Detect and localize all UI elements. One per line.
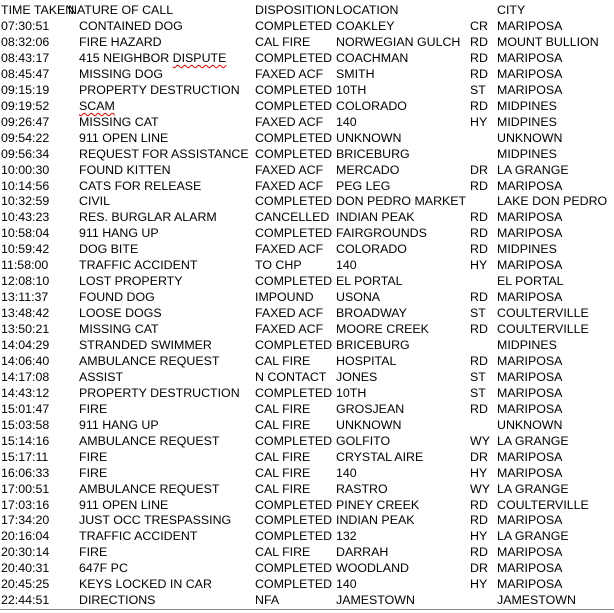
cell-nature: MISSING CAT (79, 322, 159, 337)
table-row (0, 337, 614, 353)
cell-time: 09:26:47 (1, 114, 50, 129)
cell-nature: FIRE (79, 401, 108, 416)
cell-nature: LOST PROPERTY (79, 274, 183, 289)
cell-disposition: COMPLETED (255, 274, 333, 289)
cell-city: MARIPOSA (497, 290, 563, 305)
cell-time: 09:15:19 (1, 82, 50, 97)
cell-suffix: DR (470, 561, 488, 576)
cell-disposition: CAL FIRE (255, 481, 311, 496)
header-location: LOCATION (336, 3, 399, 17)
cell-nature: REQUEST FOR ASSISTANCE (79, 146, 249, 161)
cell-location: 140 (336, 258, 357, 273)
cell-disposition: FAXED ACF (255, 242, 324, 257)
cell-suffix: HY (470, 577, 488, 592)
table-row (0, 273, 614, 289)
cell-city: MARIPOSA (497, 577, 563, 592)
cell-time: 07:30:51 (1, 19, 50, 33)
cell-city: MIDPINES (497, 338, 557, 352)
cell-time: 10:43:23 (1, 210, 50, 225)
cell-nature: CIVIL (79, 194, 110, 209)
cell-nature: AMBULANCE REQUEST (79, 433, 220, 448)
cell-location: DARRAH (336, 545, 389, 560)
cell-time: 17:03:16 (1, 497, 50, 512)
cell-time: 09:54:22 (1, 130, 50, 145)
cell-location: 140 (336, 114, 357, 129)
cell-nature: TRAFFIC ACCIDENT (79, 529, 198, 544)
cell-location: 140 (336, 577, 357, 592)
cell-suffix: RD (470, 178, 488, 193)
cell-time: 08:43:17 (1, 50, 50, 65)
cell-disposition: NFA (255, 593, 280, 608)
cell-suffix: WY (470, 481, 490, 496)
cell-suffix: RD (470, 66, 488, 81)
cell-time: 12:08:10 (1, 274, 50, 289)
cell-city: LA GRANGE (497, 529, 569, 544)
cell-city: MARIPOSA (497, 66, 563, 81)
cell-location: FAIRGROUNDS (336, 226, 427, 241)
cell-time: 09:19:52 (1, 98, 50, 113)
cell-location: BROADWAY (336, 306, 407, 321)
table-row (0, 18, 614, 34)
cell-disposition: CAL FIRE (255, 401, 311, 416)
cell-nature: STRANDED SWIMMER (79, 338, 212, 352)
cell-city: LAKE DON PEDRO (497, 194, 608, 209)
cell-location: DON PEDRO MARKET (336, 194, 467, 209)
cell-time: 10:58:04 (1, 226, 50, 241)
cell-location: UNKNOWN (336, 417, 402, 432)
cell-suffix: RD (470, 545, 488, 560)
table-row (0, 114, 614, 130)
cell-city: MIDPINES (497, 146, 557, 161)
cell-city: MARIPOSA (497, 513, 563, 528)
cell-nature: MISSING CAT (79, 114, 159, 129)
cell-city: COULTERVILLE (497, 306, 589, 321)
table-row (0, 178, 614, 194)
cell-city: LA GRANGE (497, 433, 569, 448)
cell-time: 17:00:51 (1, 481, 50, 496)
cell-suffix: RD (470, 242, 488, 257)
cell-city: COULTERVILLE (497, 497, 589, 512)
cell-time: 13:11:37 (1, 290, 49, 305)
cell-disposition: IMPOUND (255, 290, 314, 305)
cell-disposition: TO CHP (255, 258, 302, 273)
cell-location: COLORADO (336, 98, 407, 113)
cell-disposition: COMPLETED (255, 577, 333, 592)
cell-nature: DOG BITE (79, 242, 139, 257)
cell-city: MARIPOSA (497, 258, 563, 273)
table-row (0, 209, 614, 225)
cell-city: MARIPOSA (497, 19, 563, 33)
cell-suffix: DR (470, 449, 488, 464)
cell-location: BRICEBURG (336, 338, 410, 352)
cell-nature: SCAM (79, 98, 115, 113)
table-row (0, 289, 614, 305)
table-row (0, 146, 614, 162)
cell-nature: KEYS LOCKED IN CAR (79, 577, 212, 592)
header-city: CITY (497, 3, 526, 17)
table-row (0, 369, 614, 385)
cell-nature: FOUND KITTEN (79, 162, 171, 177)
cell-city: EL PORTAL (497, 274, 564, 289)
table-row (0, 66, 614, 82)
cell-disposition: FAXED ACF (255, 322, 324, 337)
cell-disposition: CANCELLED (255, 210, 330, 225)
cell-suffix: RD (470, 226, 488, 241)
cell-city: LA GRANGE (497, 481, 569, 496)
cell-disposition: CAL FIRE (255, 465, 311, 480)
cell-time: 10:32:59 (1, 194, 50, 209)
cell-nature: LOOSE DOGS (79, 306, 162, 321)
header-disposition: DISPOSITION (255, 3, 335, 17)
cell-time: 10:00:30 (1, 162, 50, 177)
cell-time: 16:06:33 (1, 465, 50, 480)
cell-location: SMITH (336, 66, 375, 81)
cell-time: 10:14:56 (1, 178, 50, 193)
table-row (0, 560, 614, 576)
cell-location: EL PORTAL (336, 274, 403, 289)
cell-disposition: FAXED ACF (255, 114, 324, 129)
cell-time: 15:01:47 (1, 401, 50, 416)
cell-nature: FIRE (79, 545, 108, 560)
cell-disposition: FAXED ACF (255, 162, 324, 177)
table-row (0, 162, 614, 178)
cell-location: USONA (336, 290, 381, 305)
table-row (0, 321, 614, 337)
cell-disposition: COMPLETED (255, 146, 333, 161)
cell-location: PINEY CREEK (336, 497, 420, 512)
cell-location: INDIAN PEAK (336, 210, 415, 225)
cell-disposition: COMPLETED (255, 513, 333, 528)
cell-suffix: RD (470, 353, 488, 368)
cell-location: 132 (336, 529, 357, 544)
cell-time: 13:50:21 (1, 322, 50, 337)
cell-location: COACHMAN (336, 50, 409, 65)
cell-nature: FOUND DOG (79, 290, 155, 305)
cell-nature: FIRE (79, 465, 108, 480)
cell-disposition: COMPLETED (255, 433, 333, 448)
table-row (0, 353, 614, 369)
table-row (0, 193, 614, 209)
cell-suffix: WY (470, 433, 490, 448)
cell-nature: AMBULANCE REQUEST (79, 353, 220, 368)
table-row (0, 433, 614, 449)
cell-nature: 911 HANG UP (79, 417, 159, 432)
cell-location: PEG LEG (336, 178, 391, 193)
table-row (0, 82, 614, 98)
cell-city: MARIPOSA (497, 449, 563, 464)
cell-suffix: HY (470, 114, 488, 129)
table-row (0, 98, 614, 114)
spellcheck-underlined-word: DISPUTE (172, 50, 227, 65)
cell-time: 13:48:42 (1, 306, 50, 321)
cell-nature: AMBULANCE REQUEST (79, 481, 220, 496)
cell-nature: ASSIST (79, 369, 124, 384)
cell-location: MOORE CREEK (336, 322, 429, 337)
cell-time: 20:16:04 (1, 529, 50, 544)
cell-city: UNKNOWN (497, 417, 563, 432)
cell-time: 14:43:12 (1, 385, 50, 400)
cell-time: 20:40:31 (1, 561, 50, 576)
cell-disposition: CAL FIRE (255, 545, 311, 560)
cell-nature: CATS FOR RELEASE (79, 178, 202, 193)
cell-disposition: FAXED ACF (255, 66, 324, 81)
cell-disposition: FAXED ACF (255, 306, 324, 321)
cell-nature: RES. BURGLAR ALARM (79, 210, 217, 225)
cell-nature: 911 OPEN LINE (79, 497, 169, 512)
cell-city: UNKNOWN (497, 130, 563, 145)
table-row (0, 225, 614, 241)
cell-suffix: RD (470, 401, 488, 416)
cell-disposition: COMPLETED (255, 82, 333, 97)
table-row (0, 481, 614, 497)
cell-city: COULTERVILLE (497, 322, 589, 337)
table-row (0, 34, 614, 50)
cell-disposition: CAL FIRE (255, 449, 311, 464)
cell-location: HOSPITAL (336, 353, 397, 368)
cell-nature: 911 HANG UP (79, 226, 159, 241)
cell-disposition: CAL FIRE (255, 417, 311, 432)
cell-nature: 911 OPEN LINE (79, 130, 169, 145)
cell-time: 22:44:51 (1, 593, 50, 608)
cell-time: 15:14:16 (1, 433, 50, 448)
cell-disposition: FAXED ACF (255, 178, 324, 193)
cell-disposition: N CONTACT (255, 369, 327, 384)
cell-city: MARIPOSA (497, 226, 563, 241)
cell-nature: FIRE (79, 449, 108, 464)
cell-disposition: CAL FIRE (255, 353, 311, 368)
cell-location: JONES (336, 369, 378, 384)
cell-location: INDIAN PEAK (336, 513, 415, 528)
table-row (0, 385, 614, 401)
cell-location: NORWEGIAN GULCH (336, 34, 461, 49)
cell-location: 10TH (336, 82, 367, 97)
cell-time: 11:58:00 (1, 258, 49, 273)
cell-city: MARIPOSA (497, 465, 563, 480)
cell-time: 15:03:58 (1, 417, 50, 432)
cell-city: MARIPOSA (497, 178, 563, 193)
cell-time: 09:56:34 (1, 146, 50, 161)
cell-suffix: DR (470, 162, 488, 177)
cell-suffix: RD (470, 50, 488, 65)
cell-time: 17:34:20 (1, 513, 50, 528)
cell-city: MARIPOSA (497, 210, 563, 225)
cell-location: JAMESTOWN (336, 593, 415, 608)
cell-disposition: COMPLETED (255, 98, 333, 113)
header-time: TIME TAKEN (1, 3, 75, 17)
header-row (0, 2, 614, 18)
cell-city: MOUNT BULLION (497, 34, 599, 49)
cell-disposition: COMPLETED (255, 561, 333, 576)
cell-city: MIDPINES (497, 114, 557, 129)
cell-location: 140 (336, 465, 357, 480)
cell-disposition: COMPLETED (255, 130, 333, 145)
cell-suffix: ST (470, 306, 486, 321)
cell-city: MARIPOSA (497, 401, 563, 416)
cell-city: MARIPOSA (497, 369, 563, 384)
cell-location: MERCADO (336, 162, 400, 177)
cell-location: 10TH (336, 385, 367, 400)
cell-location: UNKNOWN (336, 130, 402, 145)
cell-suffix: HY (470, 465, 488, 480)
cell-time: 20:30:14 (1, 545, 50, 560)
cell-suffix: RD (470, 98, 488, 113)
cell-location: COAKLEY (336, 19, 395, 33)
table-row (0, 305, 614, 321)
cell-disposition: CAL FIRE (255, 34, 311, 49)
cell-nature: DIRECTIONS (79, 593, 156, 608)
table-row (0, 576, 614, 592)
table-row (0, 241, 614, 257)
cell-suffix: HY (470, 258, 488, 273)
cell-city: MARIPOSA (497, 385, 563, 400)
header-nature: NATURE OF CALL (68, 3, 174, 17)
cell-city: MARIPOSA (497, 353, 563, 368)
cell-location: WOODLAND (336, 561, 409, 576)
cell-nature: TRAFFIC ACCIDENT (79, 258, 198, 273)
cell-suffix: ST (470, 369, 486, 384)
cell-time: 08:45:47 (1, 66, 50, 81)
cell-time: 14:06:40 (1, 353, 50, 368)
table-row (0, 417, 614, 433)
cell-time: 14:04:29 (1, 338, 50, 352)
cell-suffix: CR (470, 19, 488, 33)
cell-disposition: COMPLETED (255, 19, 333, 33)
cell-city: MARIPOSA (497, 545, 563, 560)
cell-time: 15:17:11 (1, 449, 49, 464)
cell-city: JAMESTOWN (497, 593, 576, 608)
cell-disposition: COMPLETED (255, 194, 333, 209)
cell-suffix: HY (470, 529, 488, 544)
cell-nature: CONTAINED DOG (79, 19, 183, 33)
cell-disposition: COMPLETED (255, 338, 333, 352)
table-row (0, 528, 614, 544)
cell-nature (79, 50, 226, 66)
cell-suffix: RD (470, 513, 488, 528)
table-row (0, 592, 614, 608)
table-row (0, 257, 614, 273)
table-row (0, 465, 614, 481)
cell-nature: PROPERTY DESTRUCTION (79, 82, 240, 97)
cell-city: MIDPINES (497, 242, 557, 257)
cell-disposition: COMPLETED (255, 529, 333, 544)
cell-suffix: ST (470, 82, 486, 97)
table-row (0, 401, 614, 417)
cell-disposition: COMPLETED (255, 497, 333, 512)
cell-location: BRICEBURG (336, 146, 410, 161)
cell-disposition: COMPLETED (255, 385, 333, 400)
table-row (0, 512, 614, 528)
table-row (0, 50, 614, 66)
cell-city: LA GRANGE (497, 162, 569, 177)
table-row (0, 497, 614, 513)
cell-suffix: ST (470, 385, 486, 400)
cell-time: 20:45:25 (1, 577, 50, 592)
table-row (0, 449, 614, 465)
cell-city: MARIPOSA (497, 50, 563, 65)
cell-disposition: COMPLETED (255, 50, 333, 65)
cell-disposition: COMPLETED (255, 226, 333, 241)
cell-nature: 647F PC (79, 561, 128, 576)
cell-time: 08:32:06 (1, 34, 50, 49)
cell-city: MIDPINES (497, 98, 557, 113)
cell-suffix: RD (470, 210, 488, 225)
cell-location: COLORADO (336, 242, 407, 257)
cell-location: RASTRO (336, 481, 388, 496)
cell-nature-part: 415 NEIGHBOR (79, 50, 173, 65)
cell-nature: JUST OCC TRESPASSING (79, 513, 232, 528)
cell-suffix: RD (470, 497, 488, 512)
cell-location: GROSJEAN (336, 401, 405, 416)
table-row (0, 130, 614, 146)
bottom-rule (0, 609, 614, 610)
cell-location: CRYSTAL AIRE (336, 449, 424, 464)
table-row (0, 544, 614, 560)
cell-nature: MISSING DOG (79, 66, 163, 81)
cell-nature: FIRE HAZARD (79, 34, 162, 49)
cell-city: MARIPOSA (497, 561, 563, 576)
cell-location: GOLFITO (336, 433, 391, 448)
cell-nature: PROPERTY DESTRUCTION (79, 385, 240, 400)
cell-time: 10:59:42 (1, 242, 50, 257)
cell-suffix: RD (470, 290, 488, 305)
cell-city: MARIPOSA (497, 82, 563, 97)
cell-suffix: RD (470, 34, 488, 49)
cell-time: 14:17:08 (1, 369, 50, 384)
cell-suffix: RD (470, 322, 488, 337)
